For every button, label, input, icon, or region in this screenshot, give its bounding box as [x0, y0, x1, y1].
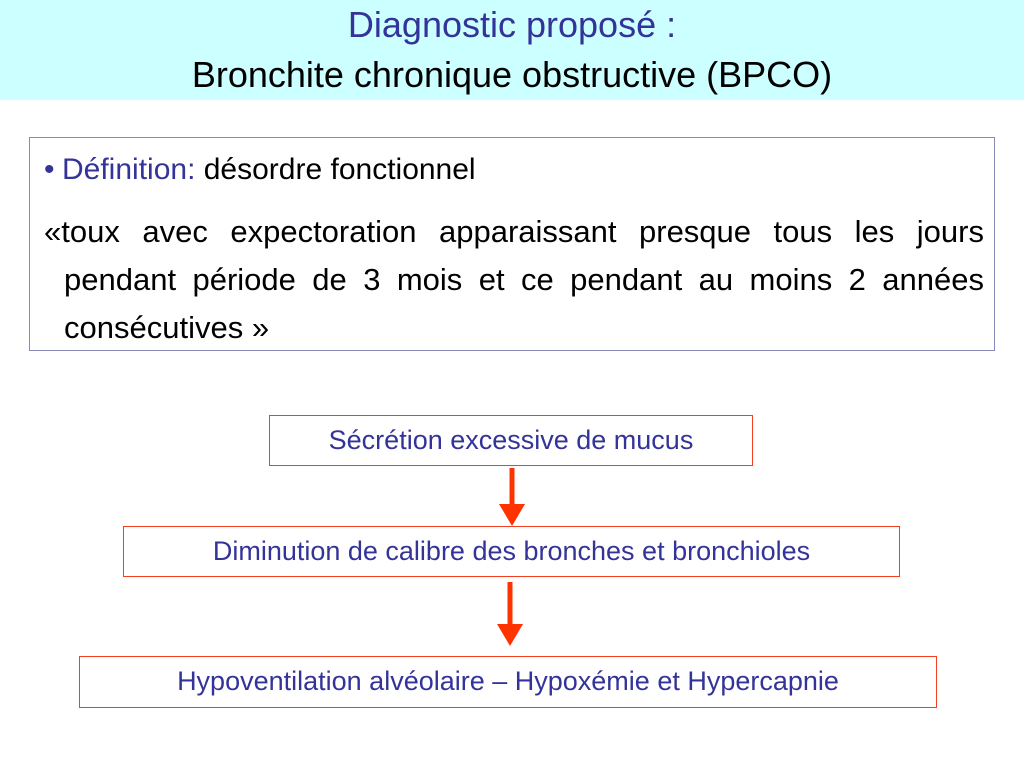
arrow-down-icon: [494, 466, 530, 528]
bullet: •: [44, 153, 55, 186]
title-line-1: Diagnostic proposé :: [347, 4, 677, 45]
definition-quote-text: «toux avec expectoration apparaissant presque tous les jours pendant période de 3 mois et ce pendant au moins 2 années consécutives »: [44, 214, 984, 345]
flow-step-1: [269, 415, 753, 466]
flow-step-3: [79, 656, 937, 708]
definition-quote: [44, 208, 984, 352]
definition-box: [29, 137, 995, 351]
definition-text: désordre fonctionnel: [203, 153, 476, 186]
definition-label: Définition:: [62, 153, 196, 186]
flow-step-2-label: Diminution de calibre des bronches et bronchioles: [212, 536, 811, 566]
definition-heading: [44, 152, 476, 188]
flow-step-2: [123, 526, 900, 577]
title-line-2: Bronchite chronique obstructive (BPCO): [191, 54, 833, 95]
arrow-down-icon: [492, 580, 528, 648]
flow-step-3-label: Hypoventilation alvéolaire – Hypoxémie et Hypercapnie: [177, 666, 839, 696]
flow-step-1-label: Sécrétion excessive de mucus: [328, 425, 694, 455]
